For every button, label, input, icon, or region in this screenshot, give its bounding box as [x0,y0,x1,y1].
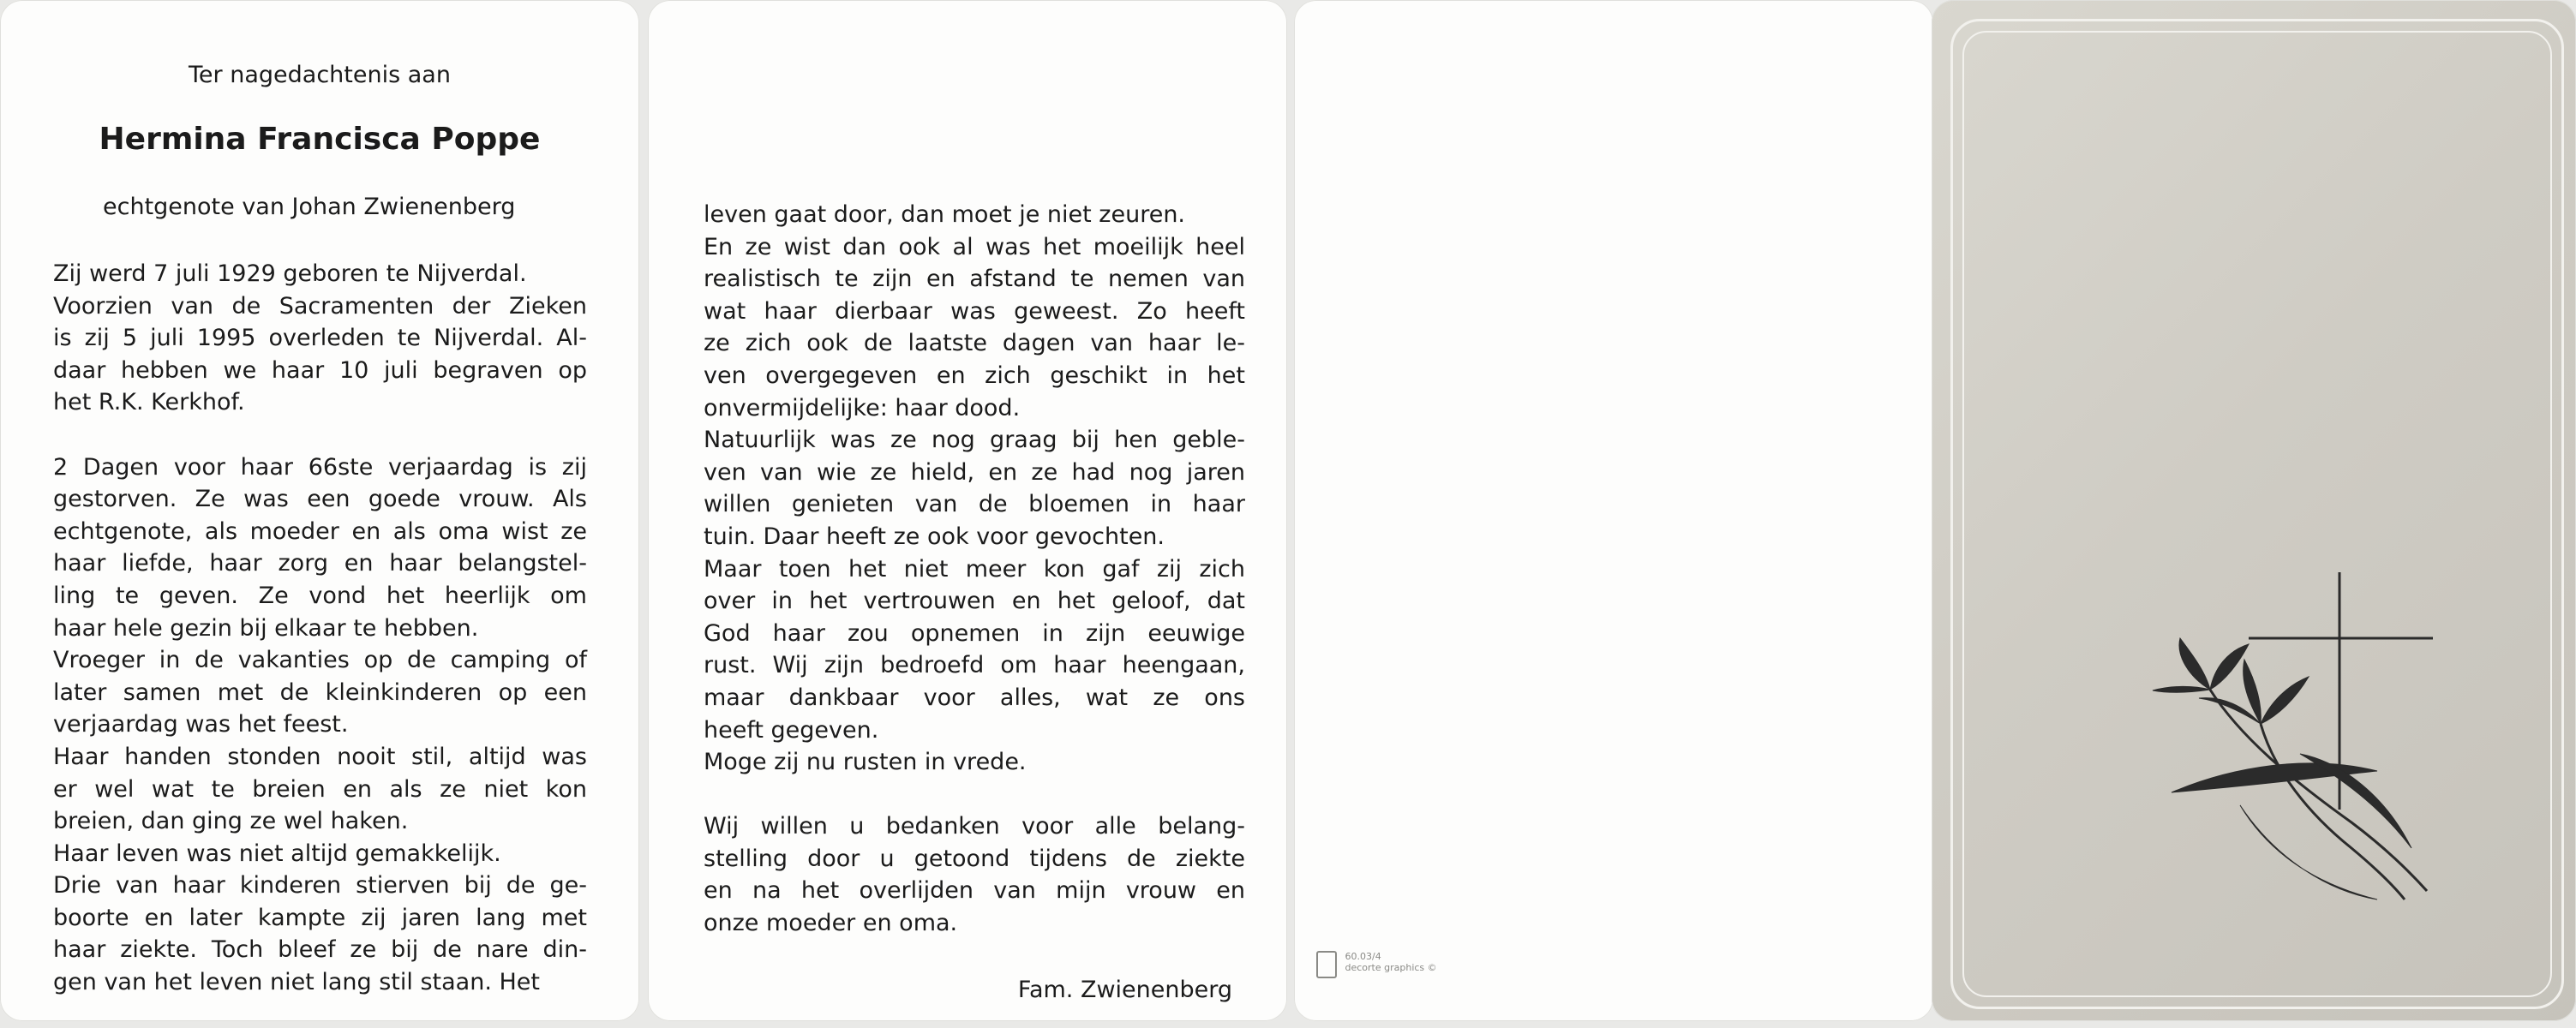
text-line: Zij werd 7 juli 1929 geboren te Nijverdal. [53,260,527,287]
text-line: breien, dan ging ze wel haken. [53,808,409,835]
text-line: realistisch te zijn en afstand te nemen van [704,266,1245,293]
text-line: Maar toen het niet meer kon gaf zij zich [704,555,1245,583]
card-back-page [1294,0,1933,1021]
printer-mark [1316,951,1437,978]
text-line: Natuurlijk was ze nog graag bij hen geble- [704,427,1245,454]
text-line: ven overgegeven en zich geschikt in het [704,362,1245,389]
text-line: echtgenote, als moeder en als oma wist ze [53,517,587,545]
text-line: haar liefde, haar zorg en haar belangstel- [53,550,587,577]
spouse-line: echtgenote van Johan Zwienenberg [103,194,516,220]
text-line: onvermijdelijke: haar dood. [704,394,1021,421]
text-line: Moge zij nu rusten in vrede. [704,749,1027,776]
card-left-page [0,0,639,1021]
text-line: en na het overlijden van mijn vrouw en [704,877,1245,905]
text-line: willen genieten van de bloemen in haar [704,491,1245,518]
card-right-page [648,0,1287,1021]
printer-code: 60.03/4 [1345,951,1381,962]
memorial-intro: Ter nagedachtenis aan [189,62,451,88]
printer-logo-icon [1316,951,1337,978]
text-line: gen van het leven niet lang stil staan. Het [53,969,540,996]
text-line: En ze wist dan ook al was het moeilijk heel [704,233,1245,260]
text-line: rust. Wij zijn bedroefd om haar heengaan, [704,652,1245,679]
text-line: Haar handen stonden nooit stil, altijd was [53,743,587,770]
paragraph-gap [704,779,1245,811]
text-line: over in het vertrouwen en het geloof, dat [704,588,1245,615]
text-line: het R.K. Kerkhof. [53,389,245,416]
text-line: ze zich ook de laatste dagen van haar le- [704,330,1245,357]
text-line: wat haar dierbaar was geweest. Zo heeft [704,297,1245,325]
text-line: Drie van haar kinderen stierven bij de ge- [53,872,587,900]
biography-text-left [53,258,587,999]
biography-text-right [704,199,1245,940]
text-line: Vroeger in de vakanties op de camping of [53,647,587,674]
text-line: boorte en later kampte zij jaren lang met [53,904,587,931]
text-line: maar dankbaar voor alles, wat ze ons [704,684,1245,711]
family-signature: Fam. Zwienenberg [1017,977,1232,1003]
text-line: haar hele gezin bij elkaar te hebben. [53,614,479,642]
text-line: is zij 5 juli 1995 overleden te Nijverdal. Al- [53,325,587,352]
text-line: onze moeder en oma. [704,910,958,937]
text-line: Voorzien van de Sacramenten der Zieken [53,292,587,320]
text-line: ling te geven. Ze vond het heerlijk om [53,582,587,609]
text-line: stelling door u getoond tijdens de ziekte [704,845,1245,872]
text-line: Haar leven was niet altijd gemakkelijk. [53,840,501,867]
text-line: God haar zou opnemen in zijn eeuwige [704,619,1245,647]
text-line: Wij willen u bedanken voor alle belang- [704,813,1245,840]
card-cover [1932,0,2576,1021]
text-line: verjaardag was het feest. [53,711,349,738]
text-line: tuin. Daar heeft ze ook voor gevochten. [704,523,1165,550]
text-line: er wel wat te breien en als ze niet kon [53,775,587,803]
text-line: 2 Dagen voor haar 66ste verjaardag is zij [53,453,587,481]
text-line: gestorven. Ze was een goede vrouw. Als [53,486,587,513]
flower-icon [2153,638,2427,900]
text-line: ven van wie ze hield, en ze had nog jaren [704,458,1245,486]
text-line: later samen met de kleinkinderen op een [53,678,587,706]
text-line: daar hebben we haar 10 juli begraven op [53,356,587,384]
printer-name: decorte graphics © [1345,962,1437,973]
deceased-name: Hermina Francisca Poppe [99,122,541,157]
text-line: leven gaat door, dan moet je niet zeuren. [704,201,1186,228]
paragraph-gap [53,419,587,451]
text-line: haar ziekte. Toch bleef ze bij de nare din- [53,936,587,964]
text-line: heeft gegeven. [704,716,879,744]
cover-illustration [1932,0,2576,1021]
